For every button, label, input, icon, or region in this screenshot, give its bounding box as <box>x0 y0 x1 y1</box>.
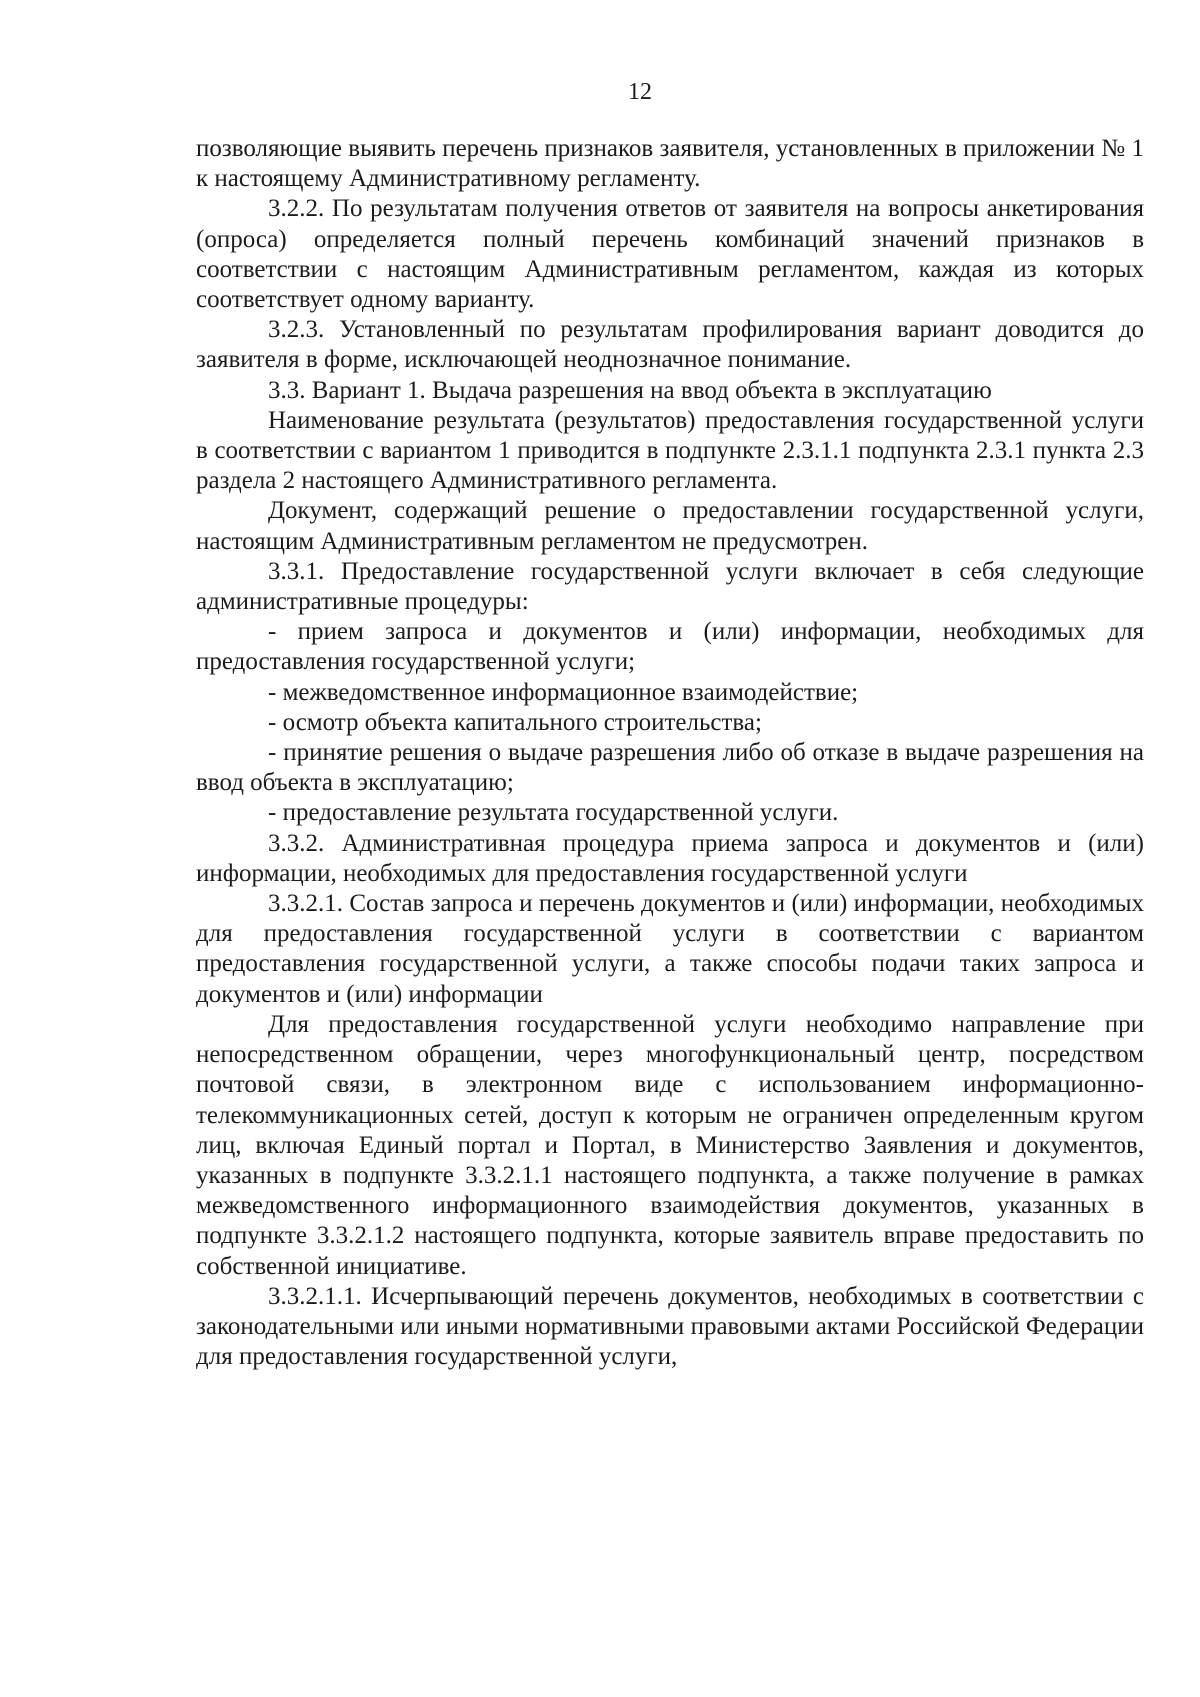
list-item-procedure: - осмотр объекта капитального строительства; <box>268 708 762 736</box>
list-item-procedure: - предоставление результата государственной услуги. <box>268 799 839 827</box>
paragraph-submission-methods: Для предоставления государственной услуги необходимо направление при непосредственном обращении, через многофункциональный центр, посредством почтовой связи, в электронном виде с использованием информационно-телекоммуникационных сетей, доступ к которым не ограничен определенным кругом лиц, включая Единый портал и Портал, в Министерство Заявления и документов, указанных в подпункте 3.3.2.1.1 настоящего подпункта, а также получение в рамках межведомственного информационного взаимодействия документов, указанных в подпункте 3.3.2.1.2 настоящего подпункта, которые заявитель вправе предоставить по собственной инициативе. <box>196 1010 1144 1280</box>
section-heading-3-3: 3.3. Вариант 1. Выдача разрешения на ввод объекта в эксплуатацию <box>268 376 992 404</box>
page-number: 12 <box>628 79 652 105</box>
list-item-procedure: - межведомственное информационное взаимодействие; <box>268 678 859 706</box>
paragraph-continuation: позволяющие выявить перечень признаков заявителя, установленных в приложении № 1 к настоящему Административному регламенту. <box>196 135 1144 193</box>
document-body <box>196 134 1144 1372</box>
paragraph-result-name: Наименование результата (результатов) предоставления государственной услуги в соответствии с вариантом 1 приводится в подпункте 2.3.1.1 подпункта 2.3.1 пункта 2.3 раздела 2 настоящего Административного регламента. <box>196 406 1144 495</box>
paragraph-3-3-2-1-1: 3.3.2.1.1. Исчерпывающий перечень документов, необходимых в соответствии с законодательными или иными нормативными правовыми актами Российской Федерации для предоставления государственной услуги, <box>196 1282 1144 1371</box>
paragraph-3-3-1: 3.3.1. Предоставление государственной услуги включает в себя следующие административные процедуры: <box>196 557 1144 616</box>
paragraph-decision-document: Документ, содержащий решение о предоставлении государственной услуги, настоящим Административным регламентом не предусмотрен. <box>196 497 1144 555</box>
paragraph-3-2-2: 3.2.2. По результатам получения ответов от заявителя на вопросы анкетирования (опроса) определяется полный перечень комбинаций значений признаков в соответствии с настоящим Административным регламентом, каждая из которых соответствует одному варианту. <box>196 195 1144 314</box>
paragraph-3-3-2: 3.3.2. Административная процедура приема запроса и документов и (или) информации, необходимых для предоставления государственной услуги <box>196 829 1144 887</box>
paragraph-3-2-3: 3.2.3. Установленный по результатам профилирования вариант доводится до заявителя в форме, исключающей неоднозначное понимание. <box>196 316 1144 374</box>
list-item-procedure: - прием запроса и документов и (или) информации, необходимых для предоставления государственной услуги; <box>196 618 1144 676</box>
paragraph-3-3-2-1: 3.3.2.1. Состав запроса и перечень документов и (или) информации, необходимых для предоставления государственной услуги в соответствии с вариантом предоставления государственной услуги, а также способы подачи таких запроса и документов и (или) информации <box>196 890 1144 1008</box>
list-item-procedure: - принятие решения о выдаче разрешения либо об отказе в выдаче разрешения на ввод объекта в эксплуатацию; <box>196 739 1144 797</box>
